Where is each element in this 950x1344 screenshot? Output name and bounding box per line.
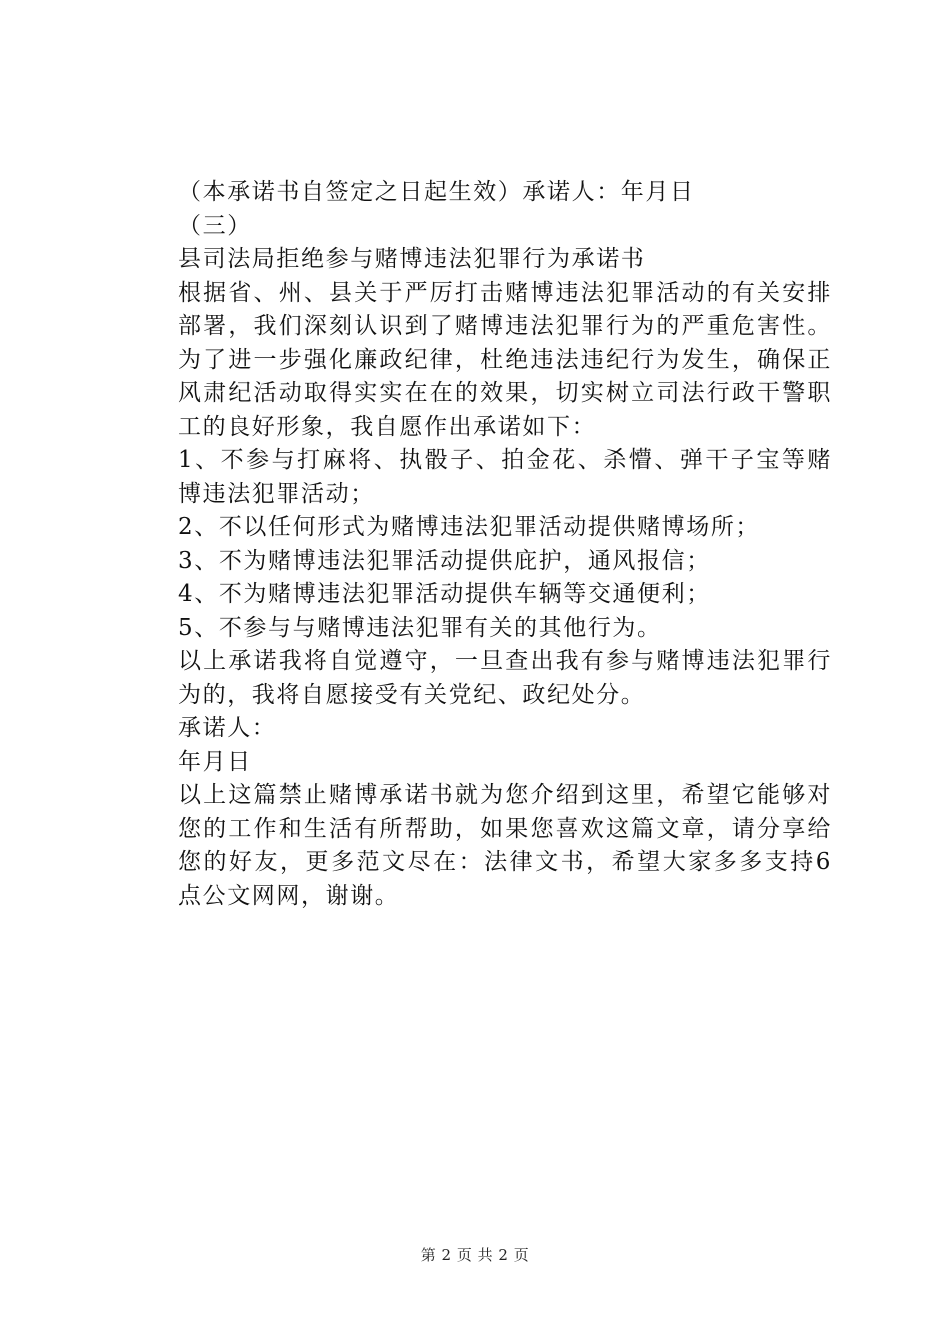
section-number: （三） bbox=[178, 212, 252, 239]
pledge-item-5: 5、不参与与赌博违法犯罪有关的其他行为。 bbox=[178, 614, 662, 641]
effective-clause: （本承诺书自签定之日起生效）承诺人：年月日 bbox=[178, 179, 695, 205]
pledge-item-3: 3、不为赌博违法犯罪活动提供庇护，通风报信； bbox=[178, 547, 711, 574]
pledge-item-2: 2、不以任何形式为赌博违法犯罪活动提供赌博场所； bbox=[178, 514, 761, 540]
pledge-item-1: 1、不参与打麻将、执骰子、拍金花、杀懵、弹干子宝等赌博违法犯罪活动； bbox=[178, 447, 832, 507]
compliance-paragraph: 以上承诺我将自觉遵守，一旦查出我有参与赌博违法犯罪行为的，我将自愿接受有关党纪、政纪处分。 bbox=[178, 648, 832, 708]
page-footer: 第 2 页 共 2 页 bbox=[420, 1246, 530, 1264]
signatory-label: 承诺人： bbox=[178, 715, 277, 741]
document-title: 县司法局拒绝参与赌博违法犯罪行为承诺书 bbox=[178, 246, 646, 272]
intro-paragraph: 根据省、州、县关于严厉打击赌博违法犯罪活动的有关安排部署，我们深刻认识到了赌博违法犯罪行为的严重危害性。为了进一步强化廉政纪律，杜绝违法违纪行为发生，确保正风肃纪活动取得实实在在的效果，切实树立司法行政干警职工的良好形象，我自愿作出承诺如下： bbox=[178, 279, 832, 440]
closing-paragraph: 以上这篇禁止赌博承诺书就为您介绍到这里，希望它能够对您的工作和生活有所帮助，如果您喜欢这篇文章，请分享给您的好友，更多范文尽在：法律文书，希望大家多多支持6点公文网网，谢谢。 bbox=[178, 782, 832, 909]
pledge-item-4: 4、不为赌博违法犯罪活动提供车辆等交通便利； bbox=[178, 581, 711, 607]
document-body bbox=[120, 176, 832, 913]
date-label: 年月日 bbox=[178, 748, 252, 775]
